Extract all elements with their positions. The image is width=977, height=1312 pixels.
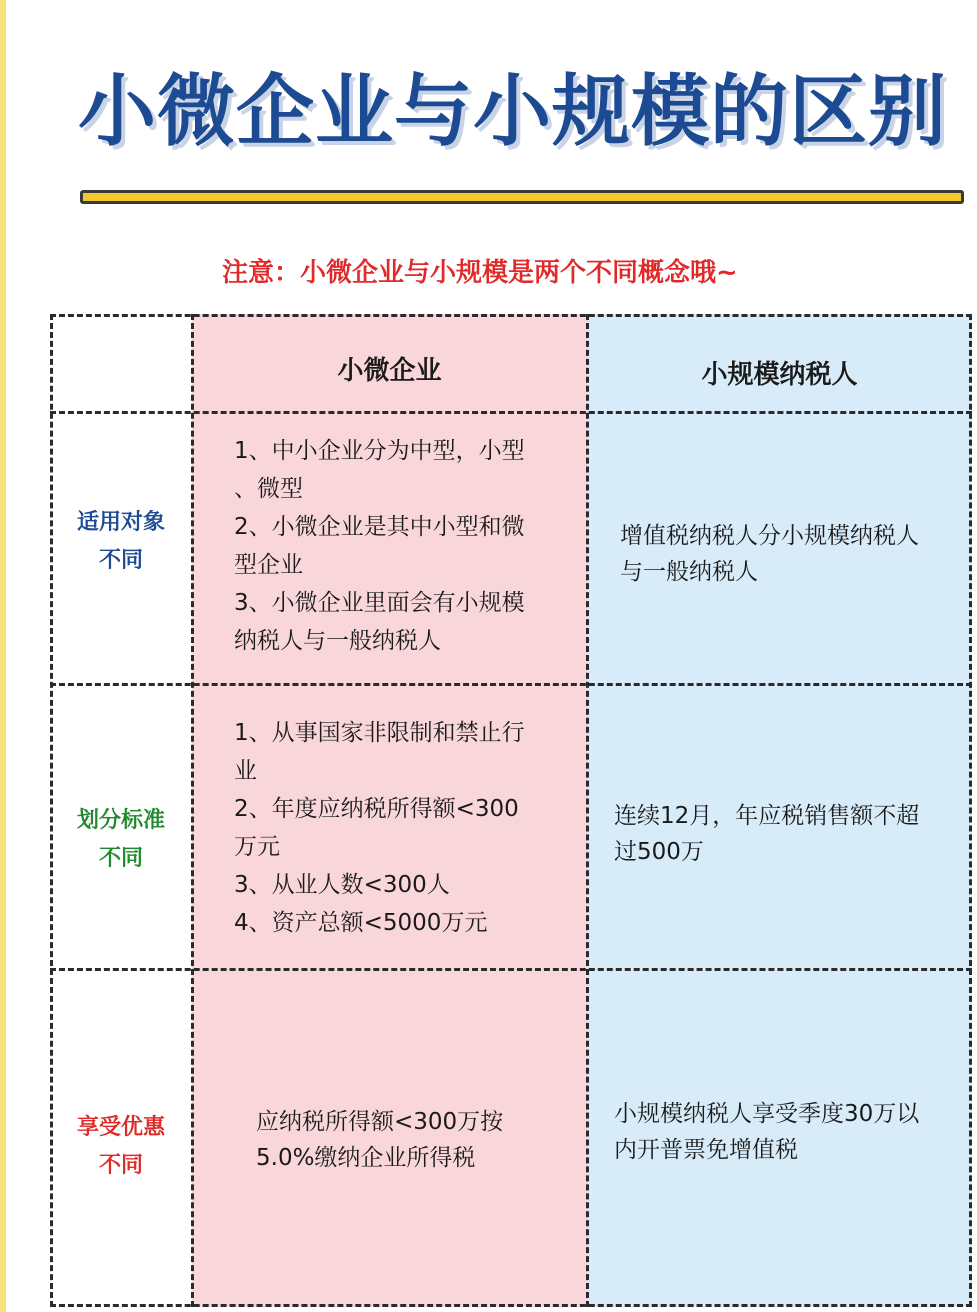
title-underline-bar [80,190,964,204]
row1-col2-text [620,518,965,590]
row-label-preferential [50,1109,192,1185]
comparison-table [50,314,972,1307]
left-decor-stripe [0,0,6,1312]
para-line: 过500万 [614,839,704,865]
list-line: 、微型 [234,476,303,502]
list-line: 万元 [234,834,280,860]
list-line: 3、从业人数<300人 [234,872,450,898]
para-line: 内开普票免增值税 [614,1137,798,1163]
grid-line-row2 [50,968,972,971]
row2-col1-list [234,714,579,942]
grid-line-right [969,314,972,1307]
grid-line-top [50,314,972,317]
row-label-line2: 不同 [98,846,143,871]
note-text: 注意：小微企业与小规模是两个不同概念哦~ [222,258,738,288]
list-line: 纳税人与一般纳税人 [234,628,441,654]
para-line: 小规模纳税人享受季度30万以 [614,1101,920,1127]
list-line: 业 [234,758,257,784]
row-label-line1: 适用对象 [76,510,165,535]
header-small-micro: 小微企业 [337,356,442,386]
grid-line-header [50,411,972,414]
grid-line-col2 [586,314,589,1307]
row-label-line2: 不同 [98,548,143,573]
para-line: 连续12月，年应税销售额不超 [614,803,920,829]
row1-col1-list [234,432,579,660]
para-line: 应纳税所得额<300万按 [256,1109,504,1135]
list-line: 型企业 [234,552,303,578]
row3-col2-text [614,1096,966,1168]
row3-col1-text [256,1104,576,1176]
header-small-scale: 小规模纳税人 [701,360,858,390]
list-line: 4、资产总额<5000万元 [234,910,488,936]
row-label-line1: 享受优惠 [76,1115,165,1140]
row2-col2-text [614,798,966,870]
grid-line-row1 [50,683,972,686]
para-line: 与一般纳税人 [620,559,758,585]
list-line: 2、年度应纳税所得额<300 [234,796,519,822]
grid-line-bottom [50,1304,972,1307]
row-label-line1: 划分标准 [76,808,165,833]
list-line: 2、小微企业是其中小型和微 [234,514,525,540]
row-label-criteria [50,802,192,878]
page-title: 小微企业与小规模的区别 [78,67,948,157]
list-line: 3、小微企业里面会有小规模 [234,590,525,616]
para-line: 5.0%缴纳企业所得税 [256,1145,476,1171]
para-line: 增值税纳税人分小规模纳税人 [620,523,919,549]
row-label-applicable [50,504,192,580]
row-label-line2: 不同 [98,1153,143,1178]
list-line: 1、中小企业分为中型，小型 [234,438,525,464]
list-line: 1、从事国家非限制和禁止行 [234,720,525,746]
